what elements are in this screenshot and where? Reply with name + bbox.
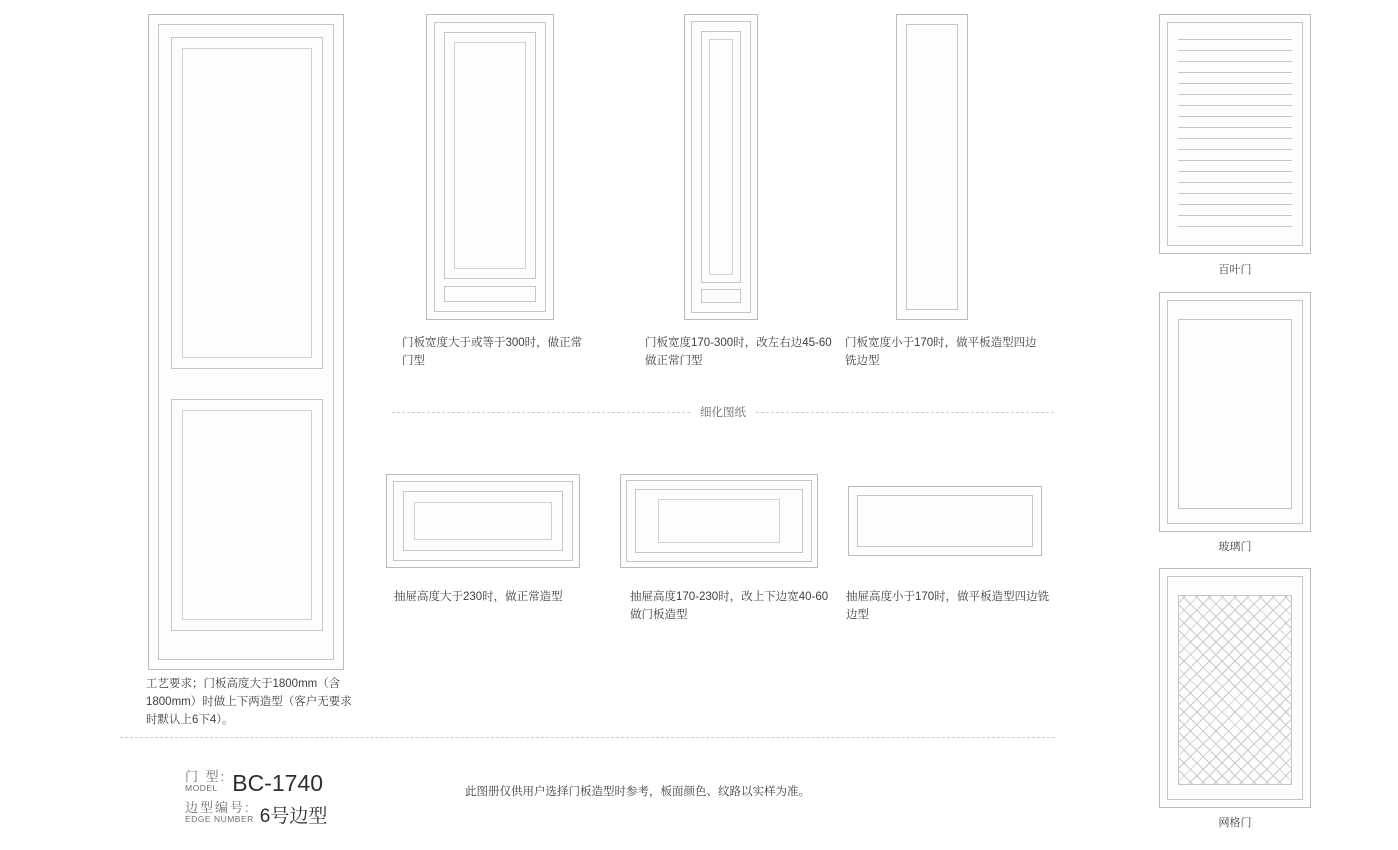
- door-variant-wide-caption: 门板宽度大于或等于300时，做正常门型: [402, 337, 583, 367]
- main-door-outline: [148, 14, 344, 670]
- divider-label: 细化图纸: [700, 407, 746, 419]
- edge-label-cn: 边型编号:: [185, 800, 251, 815]
- louver-slats: [1178, 39, 1292, 231]
- glass-pane: [1178, 319, 1292, 509]
- drawer-variant-medium-caption: 抽屉高度170-230时，改上下边宽40-60做门板造型: [630, 591, 829, 621]
- door-variant-wide: [426, 14, 554, 320]
- divider-line-left: [392, 412, 690, 413]
- thumbnail-louver: [1159, 14, 1311, 254]
- drawer-variant-tall-caption: 抽屉高度大于230时，做正常造型: [394, 591, 563, 603]
- main-door-lower-panel-outer: [171, 399, 323, 631]
- model-label: [185, 770, 226, 793]
- main-door-upper-panel-outer: [171, 37, 323, 369]
- door-variant-medium-panel-inner: [709, 39, 733, 275]
- thumbnail-mesh: [1159, 568, 1311, 808]
- door-variant-wide-bottom-rail: [444, 286, 536, 302]
- door-variant-medium: [684, 14, 758, 320]
- main-door-lower-panel-inner: [182, 410, 312, 620]
- bottom-divider: [120, 737, 1055, 738]
- door-variant-narrow: [896, 14, 968, 320]
- thumbnail-louver-caption: 百叶门: [1218, 264, 1252, 276]
- model-info: [185, 769, 328, 827]
- thumbnail-mesh-caption: 网格门: [1218, 817, 1252, 829]
- drawer-medium-panel-inner: [658, 499, 780, 543]
- model-value: BC-1740: [232, 770, 324, 796]
- edge-row: [185, 800, 328, 827]
- thumbnail-glass: [1159, 292, 1311, 532]
- drawer-variant-short: [848, 486, 1042, 556]
- door-variant-wide-panel-outer: [444, 32, 536, 279]
- sheet-footnote: 此图册仅供用户选择门板造型时参考，板面颜色、纹路以实样为准。: [465, 786, 810, 798]
- thumbnail-glass-caption: 玻璃门: [1218, 541, 1252, 553]
- edge-label: [185, 801, 254, 824]
- main-door-note: 工艺要求；门板高度大于1800mm（含1800mm）时做上下两造型（客户无要求时默认上6下4）。: [146, 678, 352, 726]
- drawer-variant-short-caption: 抽屉高度小于170时，做平板造型四边铣边型: [846, 591, 1050, 621]
- model-label-en: MODEL: [185, 783, 218, 794]
- door-variant-medium-bottom-rail: [701, 289, 741, 303]
- drawer-short-frame: [857, 495, 1033, 547]
- door-variant-narrow-caption: 门板宽度小于170时，做平板造型四边铣边型: [845, 337, 1037, 367]
- drawer-variant-medium: [620, 474, 818, 568]
- drawer-medium-panel-outer: [635, 489, 803, 553]
- section-divider: [392, 404, 1054, 420]
- divider-line-right: [756, 412, 1054, 413]
- model-label-cn: 门 型:: [185, 769, 227, 785]
- drawer-tall-panel-inner: [414, 502, 552, 540]
- door-variant-narrow-frame: [906, 24, 958, 310]
- model-row: [185, 769, 327, 796]
- drawer-variant-tall: [386, 474, 580, 568]
- edge-value: 6号边型: [259, 805, 328, 827]
- door-variant-wide-panel-inner: [454, 42, 526, 269]
- drawer-tall-panel-outer: [403, 491, 563, 551]
- door-variant-medium-caption: 门板宽度170-300时，改左右边45-60做正常门型: [645, 337, 832, 367]
- mesh-pane: [1178, 595, 1292, 785]
- door-variant-medium-panel-outer: [701, 31, 741, 283]
- edge-label-en: EDGE NUMBER: [185, 813, 254, 824]
- main-door-upper-panel-inner: [182, 48, 312, 358]
